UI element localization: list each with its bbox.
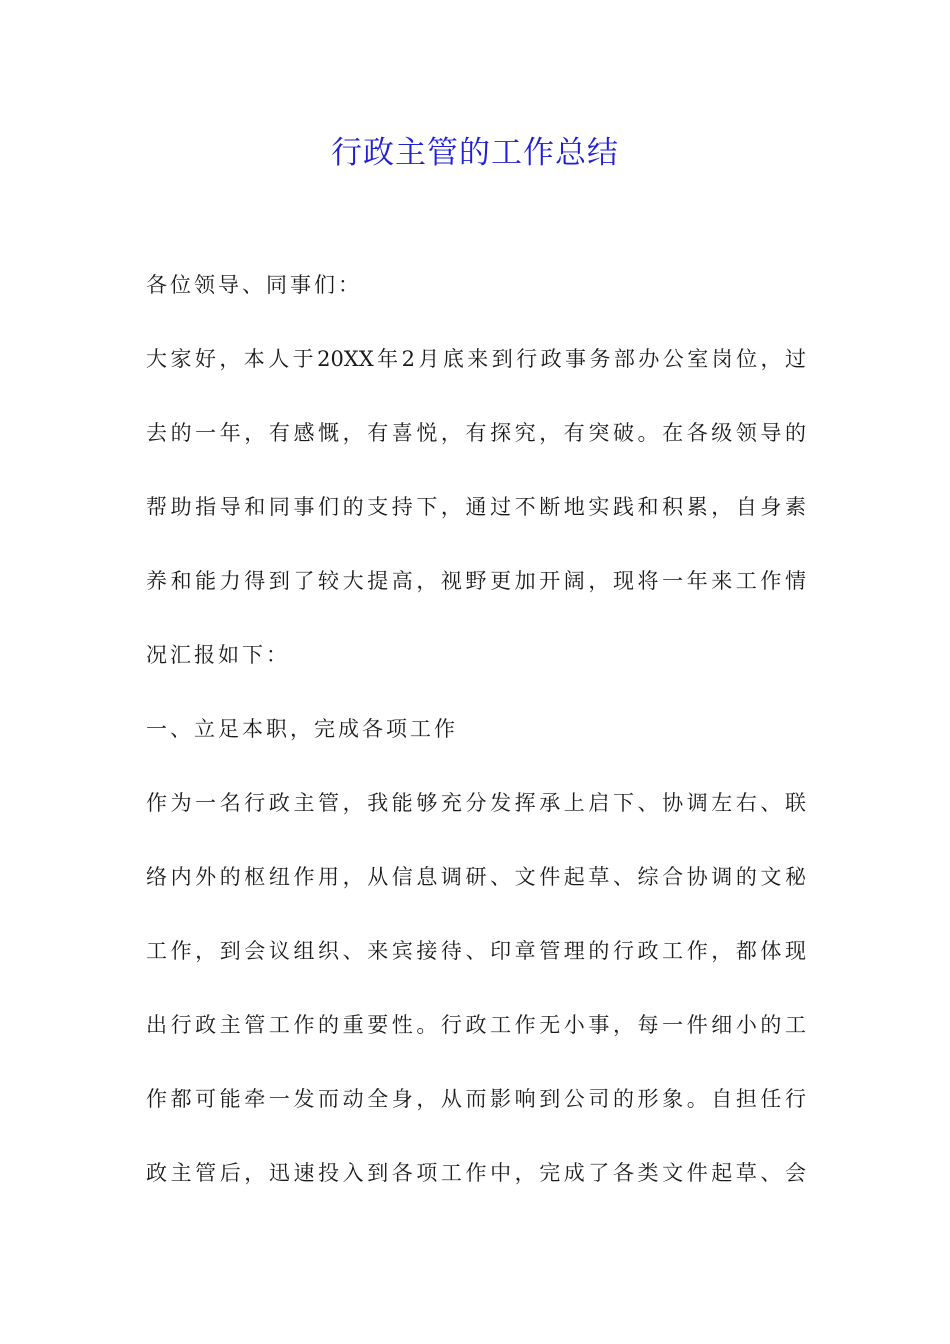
text-line: 帮助指导和同事们的支持下，通过不断地实践和积累，自身素	[146, 495, 806, 519]
text-line: 养和能力得到了较大提高，视野更加开阔，现将一年来工作情	[146, 569, 806, 593]
text-line: 出行政主管工作的重要性。行政工作无小事，每一件细小的工	[146, 1013, 806, 1037]
document-title: 行政主管的工作总结	[331, 135, 619, 171]
text-line: 一、立足本职，完成各项工作	[146, 717, 458, 741]
text-line: 作为一名行政主管，我能够充分发挥承上启下、协调左右、联	[146, 791, 806, 815]
text-line: 大家好，本人于20XX年2月底来到行政事务部办公室岗位，过	[146, 347, 806, 371]
text-line: 络内外的枢纽作用，从信息调研、文件起草、综合协调的文秘	[146, 865, 806, 889]
document-body	[146, 265, 806, 1227]
text-line: 去的一年，有感慨，有喜悦，有探究，有突破。在各级领导的	[146, 421, 806, 445]
text-line: 况汇报如下：	[146, 643, 290, 667]
text-line: 工作，到会议组织、来宾接待、印章管理的行政工作，都体现	[146, 939, 806, 963]
text-line: 政主管后，迅速投入到各项工作中，完成了各类文件起草、会	[146, 1161, 806, 1185]
text-line: 作都可能牵一发而动全身，从而影响到公司的形象。自担任行	[146, 1087, 806, 1111]
text-line: 各位领导、同事们：	[146, 273, 362, 297]
